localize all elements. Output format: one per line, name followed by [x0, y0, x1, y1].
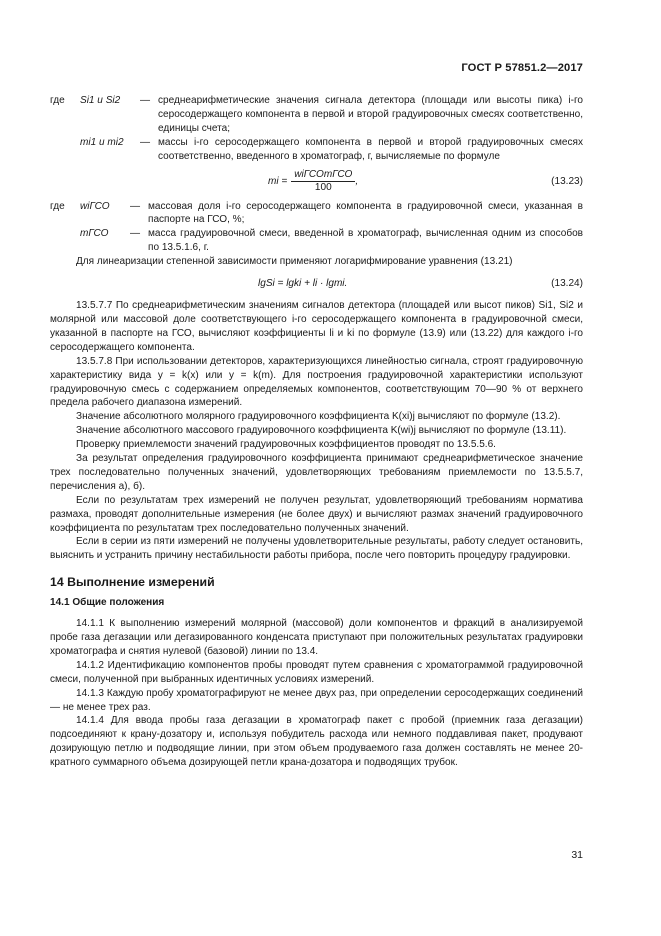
formula-fraction: [291, 169, 355, 194]
page-number: 31: [571, 849, 583, 861]
paragraph: Проверку приемлемости значений градуировочных коэффициентов проводят по 13.5.5.6.: [76, 439, 496, 451]
definition-text: массовая доля i-го серосодержащего компонента в градуировочной смеси, указанная в паспорте на ГСО, %;: [148, 200, 583, 226]
standard-header: ГОСТ Р 57851.2—2017: [461, 62, 583, 74]
paragraph: Если по результатам трех измерений не получен результат, удовлетворяющий требованиям норматива размаха, проводят дополнительные измерения (не более двух) и вычисляют размах значений градуировочного коэффициента по результатам трех последовательно полученных значений.: [50, 494, 583, 534]
formula-number: (13.23): [551, 175, 583, 187]
subsection-heading: 14.1 Общие положения: [50, 597, 165, 609]
paragraph: Значение абсолютного молярного градуировочного коэффициента K(xi)j вычисляют по формуле (13.2).: [76, 411, 561, 423]
formula-denominator: 100: [314, 182, 332, 194]
formula-13-23: [50, 164, 583, 200]
definition-row: [50, 94, 583, 136]
paragraph: 14.1.4 Для ввода пробы газа дегазации в хроматограф пакет с пробой (приемник газа дегазации) подсоединяют к крану-дозатору и, используя побудитель расхода или немного поддавливая пакет, продувают дозирующую петлю и подводящие линии, при этом объем продуваемого газа должен составлять не менее 20-кратного суммарного объема дозирующей петли крана-дозатора и подводящих трубок.: [50, 715, 583, 769]
formula-lhs: mi =: [268, 175, 288, 187]
definition-where: где: [50, 200, 65, 212]
definition-dash: —: [130, 228, 141, 240]
page-content: [50, 94, 583, 770]
definition-row: [50, 136, 583, 164]
section-heading: 14 Выполнение измерений: [50, 575, 215, 590]
definition-where: где: [50, 95, 65, 106]
formula-expression: [268, 169, 358, 194]
paragraph: 14.1.2 Идентификацию компонентов пробы проводят путем сравнения с хроматограммой градуировочной смеси, полученной при выбранных идентичных условиях измерений.: [50, 659, 583, 685]
formula-expression: lgSi = lgki + li · lgmi.: [258, 278, 348, 290]
formula-numerator: wiГСОmГСО: [291, 169, 355, 182]
paragraph: Если в серии из пяти измерений не получены удовлетворительные результаты, работу следует остановить, выяснить и устранить причину нестабильности работы прибора, после чего повторить процедуру градуировки.: [50, 536, 583, 562]
paragraph: 14.1.1 К выполнению измерений молярной (массовой) доли компонентов и фракций в анализируемой пробе газа дегазации или дегазированного конденсата приступают при положительных результатах градуировки хроматографа и снятия нулевой (базовой) линии по 13.4.: [50, 618, 583, 657]
paragraph: Для линеаризации степенной зависимости применяют логарифмирование уравнения (13.21): [76, 256, 513, 268]
definition-where: [50, 227, 80, 255]
definition-symbol: mi1 и mi2: [80, 136, 124, 148]
paragraph: За результат определения градуировочного коэффициента принимают среднеарифметическое значение трех последовательно полученных значений, удовлетворяющих требованиям приемлемости по 13.5.5.7, перечисления а), б).: [50, 453, 583, 492]
definition-text: массы i-го серосодержащего компонента в первой и второй градуировочных смесях соответственно, введенного в хроматограф, г, вычисляемые по формуле: [158, 136, 583, 162]
formula-tail: ,: [355, 175, 359, 187]
formula-13-24: [50, 269, 583, 299]
definition-symbol: wiГСО: [80, 200, 110, 212]
definition-where: [50, 136, 80, 164]
paragraph: 13.5.7.8 При использовании детекторов, характеризующихся линейностью сигнала, строят градуировочную характеристику вида y = k(x) или y = k(m). Для построения градуировочной характеристики используют градуировочную смесь с содержанием определяемых компонентов, соответствующим 70—90 % от верхнего предела рабочего диапазона измерений.: [50, 355, 583, 409]
paragraph: 13.5.7.7 По среднеарифметическим значениям сигналов детектора (площадей или высот пиков) Si1, Si2 и молярной или массовой доле соответствующего i-го серосодержащего компонента в градуировочной смеси, указанной в паспорте на ГСО, вычисляют коэффициенты li и ki по формуле (13.9) или (13.22) для каждого i-го серосодержащего компонента.: [50, 300, 583, 353]
definition-dash: —: [130, 200, 141, 212]
definition-text: масса градуировочной смеси, введенной в хроматограф, вычисленная одним из способов по 13.5.1.6, г.: [148, 228, 583, 254]
definition-row: [50, 200, 583, 228]
definition-dash: —: [140, 136, 151, 148]
paragraph: Значение абсолютного массового градуировочного коэффициента K(wi)j вычисляют по формуле (13.11).: [76, 425, 567, 437]
definition-row: [50, 227, 583, 255]
definition-symbol: Si1 и Si2: [80, 95, 121, 106]
definition-symbol: mГСО: [80, 228, 109, 240]
definition-dash: —: [140, 95, 151, 106]
paragraph: 14.1.3 Каждую пробу хроматографируют не менее двух раз, при определении серосодержащих соединений — не менее трех раз.: [50, 687, 583, 713]
definition-text: среднеарифметические значения сигнала детектора (площади или высоты пика) i-го серосодержащего компонента в первой и второй градуировочных смесях соответственно, единицы счета;: [158, 95, 583, 134]
formula-number: (13.24): [551, 278, 583, 290]
